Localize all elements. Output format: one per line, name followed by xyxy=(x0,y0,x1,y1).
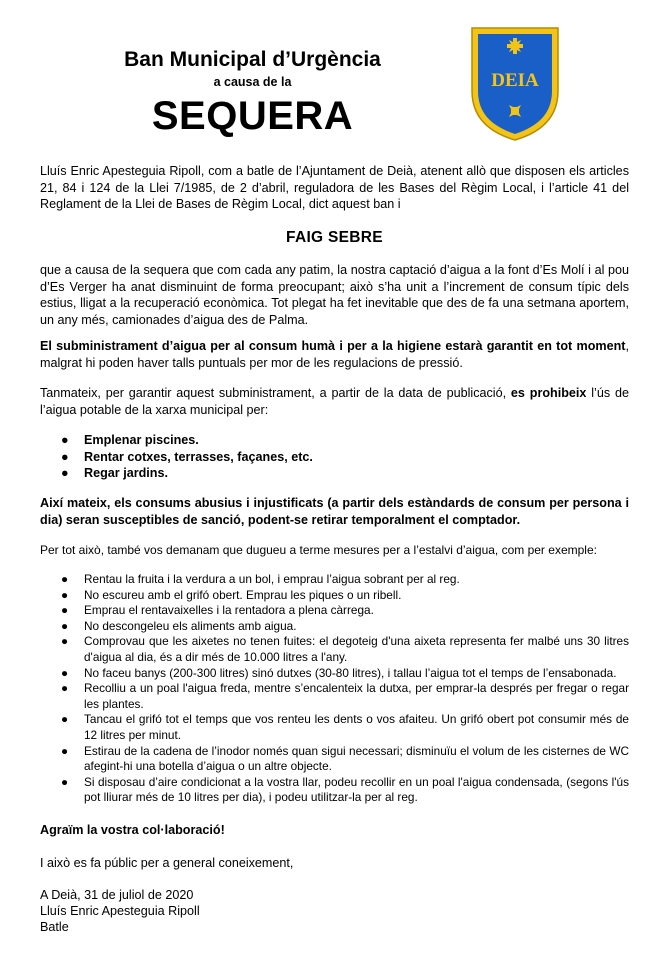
paragraph-prohibition xyxy=(40,385,629,418)
list-item: ● Rentar cotxes, terrasses, façanes, etc. xyxy=(61,449,313,464)
bullet-icon: ● xyxy=(61,466,69,480)
bullet-icon: ● xyxy=(61,433,69,447)
list-item: ● Recolliu a un poal l'aigua freda, mentre s’encalenteix la dutxa, per emprar-la després per fregar o regar les plantes. xyxy=(61,681,629,711)
list-item: ● No faceu banys (200-300 litres) sinó dutxes (30-80 litres), i tallau l’aigua tot el temps de l’ensabonada. xyxy=(61,665,617,680)
supply-guaranteed-rest: , malgrat hi poden haver talls puntuals per mor de les regulacions de pressió. xyxy=(40,339,629,370)
prohibition-before: Tanmateix, per garantir aquest subministrament, a partir de la data de publicació, xyxy=(40,386,511,400)
bullet-icon: ● xyxy=(61,603,69,618)
bullet-icon: ● xyxy=(61,634,69,649)
cross-icon-top xyxy=(507,38,523,54)
prohibited-uses-list xyxy=(61,432,624,482)
list-item: ● Tancau el grifó tot el temps que vos renteu les dents o vos afaiteu. Un grifó obert pot consumir més de 12 litres per minut. xyxy=(61,712,629,742)
title-line3: SEQUERA xyxy=(151,94,354,138)
bullet-icon: ● xyxy=(61,681,69,696)
list-item: ● No descongeleu els aliments amb aigua. xyxy=(61,618,297,633)
bullet-icon: ● xyxy=(61,449,69,464)
closing-line: I això es fa públic per a general coneixement, xyxy=(40,856,294,870)
prohibition-after: l’ús de l’aigua potable de la xarxa municipal per: xyxy=(40,386,629,417)
signature-place-date: A Deià, 31 de juliol de 2020 xyxy=(40,888,194,902)
title-line2: a causa de la xyxy=(213,75,292,89)
list-item: ● No escureu amb el grifó obert. Emprau les piques o un ribell. xyxy=(61,587,402,602)
bullet-icon: ● xyxy=(61,572,69,586)
document-header xyxy=(0,0,657,150)
supply-guaranteed-bold: El subministrament d’aigua per al consum humà i per a la higiene estarà garantit en tot moment xyxy=(40,339,626,353)
paragraph-measures-intro: Per tot això, també vos demanam que dugueu a terme mesures per a l’estalvi d’aigua, com per exemple: xyxy=(40,543,597,557)
paragraph-supply-guaranteed xyxy=(40,338,629,371)
signature-name: Lluís Enric Apesteguia Ripoll xyxy=(40,904,200,918)
list-item: ● Emplenar piscines. xyxy=(61,433,199,447)
paragraph-drought: que a causa de la sequera que com cada any patim, la nostra captació d’aigua a la font d’Es Molí i al pou d’Es Verger ha anat disminuint de forma preocupant; això s’ha unit a l’increment de consum típic dels estius, lligat a la recuperació econòmica. Tot plegat ha fet inevitable que des de fa una setmana aportem, un any més, camionades d’aigua des de Palma. xyxy=(40,263,629,327)
prohibition-bold: es prohibeix xyxy=(510,386,587,400)
bullet-icon: ● xyxy=(61,587,69,602)
bullet-icon: ● xyxy=(61,618,69,633)
list-item: ● Emprau el rentavaixelles i la rentadora a plena càrrega. xyxy=(61,603,374,618)
crest-text: DEIA xyxy=(491,70,539,91)
list-item: ● Comprovau que les aixetes no tenen fuites: el degoteig d'una aixeta representa fer malbé uns 30 litres d'aigua al dia, és a dir més de 10.000 litres a l'any. xyxy=(61,634,629,664)
bullet-icon: ● xyxy=(61,743,69,758)
saving-measures-list xyxy=(61,572,629,806)
list-item: ● Estirau de la cadena de l’inodor només quan sigui necessari; disminuïu el volum de les cisternes de WC afegint-hi una botella d’aigua o un altre objecte. xyxy=(61,743,629,774)
heading-faig-sebre: FAIG SEBRE xyxy=(286,229,383,246)
list-item: ● Rentau la fruita i la verdura a un bol, i emprau l’aigua sobrant per al reg. xyxy=(61,572,460,586)
intro-paragraph: Lluís Enric Apesteguia Ripoll, com a batle de l’Ajuntament de Deià, atenent allò que disposen els articles 21, 84 i 124 de la Llei 7/1985, de 2 d’abril, reguladora de les Bases del Règim Local, i l’article 41 del Reglament de la Llei de Bases de Règim Local, dict aquest ban i xyxy=(40,164,629,211)
list-item: ● Regar jardins. xyxy=(61,466,168,480)
bullet-icon: ● xyxy=(61,774,69,789)
paragraph-sanctions: Així mateix, els consums abusius i injustificats (a partir dels estàndards de consum per persona i dia) seran susceptibles de sanció, podent-se retirar temporalment el comptador. xyxy=(40,496,629,527)
bullet-icon: ● xyxy=(61,712,69,727)
list-item: ● Si disposau d’aire condicionat a la vostra llar, podeu recollir en un poal l'aigua condensada, (segons l'ús pot lliurar més de 10 litres per dia), i podeu utilitzar-la per al reg. xyxy=(61,774,629,805)
bullet-icon: ● xyxy=(61,665,69,680)
title-line1: Ban Municipal d’Urgència xyxy=(124,48,381,71)
thanks-line: Agraïm la vostra col·laboració! xyxy=(40,823,225,837)
signature-role: Batle xyxy=(40,920,69,934)
deia-crest-logo xyxy=(469,25,561,143)
